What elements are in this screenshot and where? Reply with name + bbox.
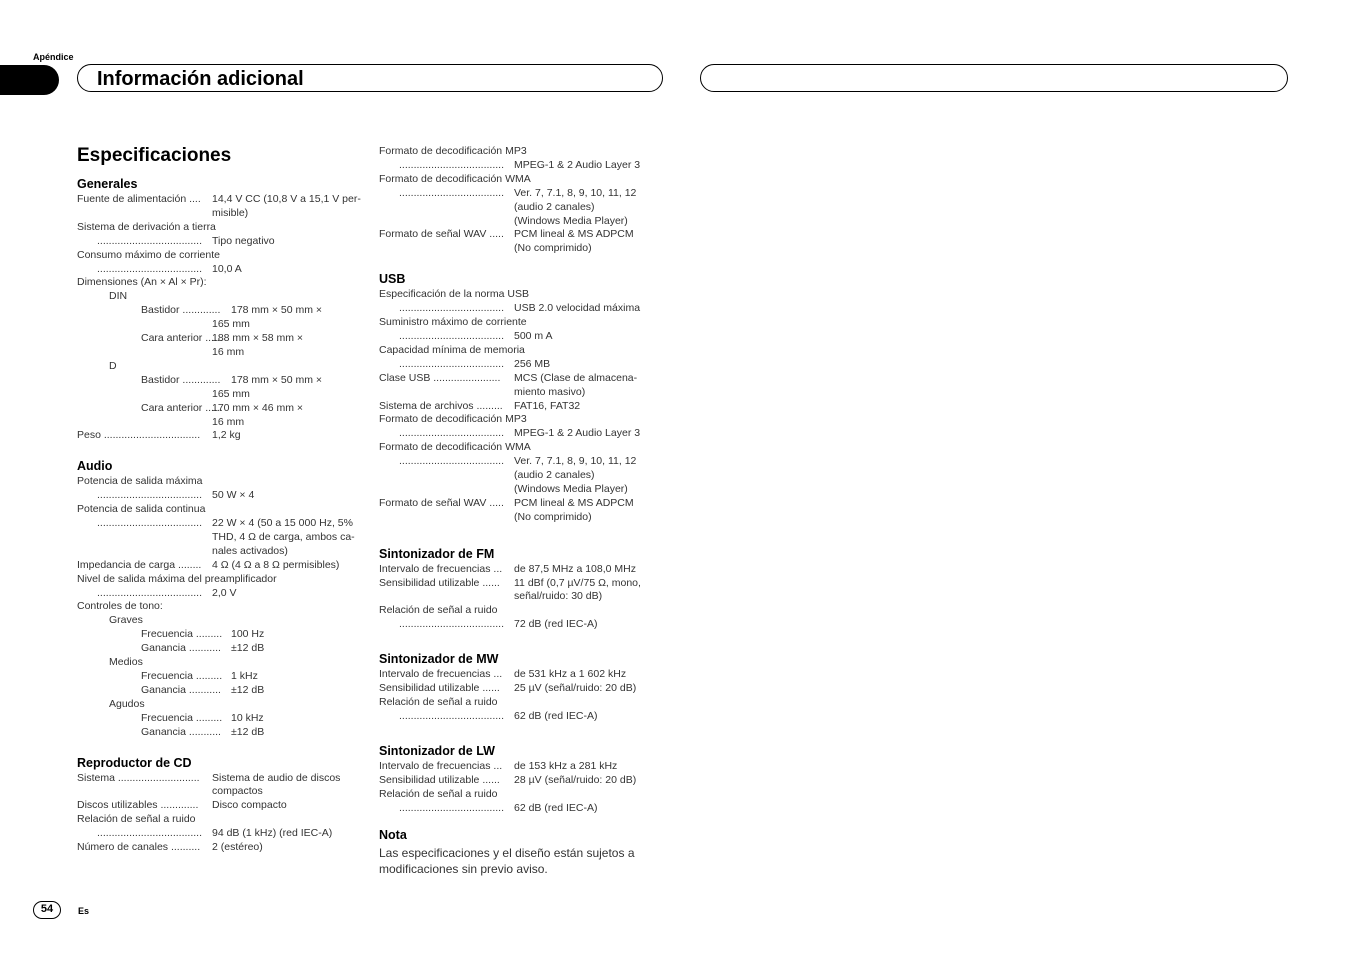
spec-key: .................................... — [399, 329, 505, 342]
spec-key: Cara anterior ...... — [141, 401, 223, 414]
spec-key: Sensibilidad utilizable ...... — [379, 576, 500, 589]
spec-label: Dimensiones (An × Al × Pr): — [77, 276, 207, 289]
spec-value: 100 Hz — [231, 628, 265, 641]
spec-key: .................................... — [399, 427, 505, 440]
spec-value: ±12 dB — [231, 642, 265, 655]
spec-value: 165 mm — [212, 318, 250, 331]
spec-value: 178 mm × 50 mm × — [231, 304, 323, 317]
spec-key: Intervalo de frecuencias ... — [379, 668, 503, 681]
spec-row — [77, 388, 377, 402]
spec-value: compactos — [212, 785, 263, 798]
spec-key: Sistema ............................ — [77, 771, 200, 784]
spec-value: 11 dBf (0,7 µV/75 Ω, mono, — [514, 576, 641, 589]
spec-value: PCM lineal & MS ADPCM — [514, 496, 634, 509]
spec-row — [379, 372, 679, 386]
spec-key: Fuente de alimentación .... — [77, 193, 201, 205]
spec-row — [77, 346, 377, 360]
spec-row — [77, 642, 377, 656]
spec-row — [379, 710, 679, 724]
section-label: Apéndice — [33, 52, 74, 62]
spec-row — [379, 577, 679, 591]
spec-label: Relación de señal a ruido — [379, 787, 498, 800]
spec-row — [379, 618, 679, 632]
spec-key: Ganancia ........... — [141, 683, 221, 696]
spec-value: ±12 dB — [231, 683, 265, 696]
spec-label: Relación de señal a ruido — [379, 604, 498, 617]
page-number: 54 — [33, 901, 61, 919]
spec-key: Impedancia de carga ........ — [77, 558, 202, 571]
spec-key-blank — [379, 511, 514, 525]
spec-key: Frecuencia ......... — [141, 711, 223, 724]
spec-row — [77, 374, 377, 388]
spec-value: 50 W × 4 — [212, 489, 255, 502]
language-code: Es — [78, 906, 90, 916]
spec-sublabel: DIN — [109, 290, 128, 303]
spec-key-blank — [379, 242, 514, 256]
spec-row — [77, 517, 377, 531]
spec-sublabel: Agudos — [109, 697, 145, 710]
spec-key: Bastidor ............. — [141, 304, 221, 317]
spec-row — [77, 559, 377, 573]
spec-row — [379, 228, 679, 242]
section-cd-title: Reproductor de CD — [77, 755, 192, 770]
spec-row — [77, 416, 377, 430]
spec-key-blank — [379, 215, 514, 229]
spec-row — [379, 201, 679, 215]
spec-row — [379, 455, 679, 469]
spec-value: (No comprimido) — [514, 242, 592, 255]
spec-value: MPEG-1 & 2 Audio Layer 3 — [514, 427, 641, 440]
spec-label: Consumo máximo de corriente — [77, 248, 220, 261]
spec-row — [379, 497, 679, 511]
spec-key: .................................... — [97, 586, 203, 599]
spec-key: Clase USB ....................... — [379, 371, 501, 384]
spec-value: 178 mm × 50 mm × — [231, 373, 323, 386]
spec-value: 165 mm — [212, 387, 250, 400]
spec-row — [77, 531, 377, 545]
spec-key: Formato de señal WAV ..... — [379, 496, 504, 509]
spec-key: Formato de señal WAV ..... — [379, 228, 504, 241]
spec-sublabel: Medios — [109, 656, 143, 669]
spec-key-blank — [77, 531, 212, 545]
spec-row — [379, 302, 679, 316]
spec-value: de 531 kHz a 1 602 kHz — [514, 668, 627, 681]
spec-value: FAT16, FAT32 — [514, 399, 581, 412]
spec-row — [77, 332, 377, 346]
spec-row — [379, 511, 679, 525]
spec-row — [379, 774, 679, 788]
spec-row — [77, 785, 377, 799]
spec-key-blank — [77, 785, 212, 799]
spec-value: 4 Ω (4 Ω a 8 Ω permisibles) — [212, 558, 340, 571]
spec-value: 62 dB (red IEC-A) — [514, 709, 598, 722]
spec-row — [379, 427, 679, 441]
header-title: Información adicional — [97, 68, 304, 90]
spec-value: misible) — [212, 206, 249, 219]
section-generales-title: Generales — [77, 177, 138, 191]
spec-key: Sensibilidad utilizable ...... — [379, 773, 500, 786]
spec-row — [379, 330, 679, 344]
spec-row — [77, 670, 377, 684]
spec-value: Tipo negativo — [212, 234, 275, 247]
spec-key-blank — [77, 207, 212, 221]
spec-key: .................................... — [399, 618, 505, 631]
spec-row — [379, 668, 679, 682]
spec-key: Intervalo de frecuencias ... — [379, 562, 503, 575]
spec-row — [77, 772, 377, 786]
spec-value: PCM lineal & MS ADPCM — [514, 228, 634, 241]
spec-row — [77, 587, 377, 601]
spec-key: Sistema de archivos ......... — [379, 399, 503, 412]
spec-row — [77, 628, 377, 642]
spec-row — [77, 304, 377, 318]
section-audio-title: Audio — [77, 459, 113, 474]
spec-key: .................................... — [399, 455, 505, 468]
spec-label: Nivel de salida máxima del preamplificador — [77, 572, 277, 585]
spec-key-blank — [379, 590, 514, 604]
spec-row — [379, 469, 679, 483]
spec-value: 22 W × 4 (50 a 15 000 Hz, 5% — [212, 517, 353, 530]
spec-row — [379, 483, 679, 497]
spec-key: .................................... — [399, 186, 505, 199]
spec-sublabel: Graves — [109, 614, 143, 627]
spec-key-blank — [379, 201, 514, 215]
spec-key: Frecuencia ......... — [141, 628, 223, 641]
spec-value: 2,0 V — [212, 586, 237, 599]
spec-value: MCS (Clase de almacena- — [514, 371, 638, 384]
spec-key: .................................... — [97, 827, 203, 840]
spec-value: 170 mm × 46 mm × — [212, 401, 304, 414]
spec-value: ±12 dB — [231, 725, 265, 738]
spec-row — [77, 726, 377, 740]
spec-row — [77, 193, 377, 207]
spec-key: .................................... — [399, 158, 505, 171]
spec-row — [379, 187, 679, 201]
spec-value: (Windows Media Player) — [514, 482, 628, 495]
spec-key-blank — [77, 416, 212, 430]
spec-sublabel: D — [109, 359, 117, 372]
section-lw-title: Sintonizador de LW — [379, 743, 495, 758]
spec-key: .................................... — [399, 302, 505, 315]
spec-value: 10 kHz — [231, 711, 264, 724]
spec-row — [77, 318, 377, 332]
spec-label: Formato de decodificación MP3 — [379, 145, 527, 157]
spec-row — [379, 802, 679, 816]
spec-value: nales activados) — [212, 544, 288, 557]
spec-value: (Windows Media Player) — [514, 214, 628, 227]
spec-key: .................................... — [399, 709, 505, 722]
spec-value: (audio 2 canales) — [514, 469, 595, 482]
header-band-right — [700, 64, 1288, 92]
spec-value: MPEG-1 & 2 Audio Layer 3 — [514, 158, 641, 171]
spec-row — [77, 402, 377, 416]
spec-key-blank — [77, 388, 212, 402]
spec-row — [379, 563, 679, 577]
spec-value: (audio 2 canales) — [514, 200, 595, 213]
note-text: Las especificaciones y el diseño están sujetos a modificaciones sin previo aviso. — [379, 846, 635, 877]
spec-value: 10,0 A — [212, 262, 242, 275]
spec-value: 16 mm — [212, 415, 245, 428]
spec-row — [77, 712, 377, 726]
spec-value: 72 dB (red IEC-A) — [514, 618, 598, 631]
spec-value: 16 mm — [212, 345, 245, 358]
spec-value: de 87,5 MHz a 108,0 MHz — [514, 562, 636, 575]
spec-key: .................................... — [97, 517, 203, 530]
left-column — [77, 145, 377, 855]
spec-label: Potencia de salida máxima — [77, 475, 203, 488]
right-column — [379, 145, 679, 877]
spec-value: 28 µV (señal/ruido: 20 dB) — [514, 773, 637, 786]
spec-row — [77, 799, 377, 813]
spec-value: THD, 4 Ω de carga, ambos ca- — [212, 530, 355, 543]
spec-key: .................................... — [97, 489, 203, 502]
spec-value: 2 (estéreo) — [212, 841, 263, 854]
spec-key: Bastidor ............. — [141, 373, 221, 386]
spec-label: Relación de señal a ruido — [77, 813, 196, 826]
spec-key: Discos utilizables ............. — [77, 799, 199, 812]
spec-key: Cara anterior ...... — [141, 332, 223, 345]
spec-row — [379, 242, 679, 256]
spec-row — [77, 263, 377, 277]
spec-row — [77, 684, 377, 698]
spec-value: 500 m A — [514, 329, 553, 342]
spec-value: Disco compacto — [212, 799, 287, 812]
spec-label: Formato de decodificación WMA — [379, 172, 531, 185]
spec-value: 94 dB (1 kHz) (red IEC-A) — [212, 827, 333, 840]
note-title: Nota — [379, 828, 407, 843]
spec-key: .................................... — [399, 801, 505, 814]
spec-value: 1 kHz — [231, 670, 258, 682]
spec-label: Potencia de salida continua — [77, 503, 206, 516]
spec-row — [77, 545, 377, 559]
spec-row — [379, 400, 679, 414]
spec-label: Suministro máximo de corriente — [379, 316, 527, 329]
page-title: Especificaciones — [77, 145, 232, 166]
spec-label: Relación de señal a ruido — [379, 696, 498, 708]
spec-row — [379, 358, 679, 372]
spec-row — [77, 827, 377, 841]
spec-key-blank — [77, 318, 212, 332]
spec-value: (No comprimido) — [514, 510, 592, 523]
spec-label: Formato de decodificación WMA — [379, 441, 531, 454]
spec-label: Sistema de derivación a tierra — [77, 220, 216, 233]
spec-value: 14,4 V CC (10,8 V a 15,1 V per- — [212, 193, 361, 205]
spec-key: Sensibilidad utilizable ...... — [379, 682, 500, 695]
spec-key: Ganancia ........... — [141, 725, 221, 738]
spec-key-blank — [379, 469, 514, 483]
spec-key: Peso ................................. — [77, 429, 201, 442]
spec-value: 62 dB (red IEC-A) — [514, 801, 598, 814]
spec-key-blank — [77, 545, 212, 559]
spec-row — [77, 841, 377, 855]
spec-row — [379, 159, 679, 173]
spec-label: Formato de decodificación MP3 — [379, 413, 527, 426]
spec-value: de 153 kHz a 281 kHz — [514, 759, 618, 772]
spec-value: señal/ruido: 30 dB) — [514, 590, 603, 603]
spec-key: Ganancia ........... — [141, 642, 221, 655]
spec-label: Capacidad mínima de memoria — [379, 343, 525, 356]
spec-key: Número de canales .......... — [77, 841, 201, 854]
spec-label: Controles de tono: — [77, 600, 163, 613]
spec-row — [379, 590, 679, 604]
spec-value: Sistema de audio de discos — [212, 771, 341, 784]
spec-row — [379, 682, 679, 696]
spec-key: Frecuencia ......... — [141, 670, 223, 682]
spec-row — [379, 760, 679, 774]
spec-row — [77, 235, 377, 249]
chapter-tab — [0, 65, 59, 95]
spec-value: 1,2 kg — [212, 429, 241, 442]
spec-key-blank — [379, 483, 514, 497]
spec-row — [77, 429, 377, 443]
spec-key: .................................... — [97, 234, 203, 247]
spec-row — [77, 489, 377, 503]
spec-value: 25 µV (señal/ruido: 20 dB) — [514, 682, 637, 695]
spec-key-blank — [379, 386, 514, 400]
spec-key-blank — [77, 346, 212, 360]
spec-value: 256 MB — [514, 357, 551, 370]
spec-value: Ver. 7, 7.1, 8, 9, 10, 11, 12 — [514, 455, 637, 468]
section-usb-title: USB — [379, 272, 406, 287]
spec-value: miento masivo) — [514, 385, 586, 398]
spec-key: Intervalo de frecuencias ... — [379, 759, 503, 772]
spec-row — [77, 207, 377, 221]
spec-key: .................................... — [399, 357, 505, 370]
spec-key: .................................... — [97, 262, 203, 275]
section-fm-title: Sintonizador de FM — [379, 546, 495, 561]
section-mw-title: Sintonizador de MW — [379, 652, 499, 667]
spec-value: 188 mm × 58 mm × — [212, 332, 304, 345]
spec-row — [379, 386, 679, 400]
spec-label: Especificación de la norma USB — [379, 288, 529, 301]
spec-row — [379, 215, 679, 229]
spec-value: Ver. 7, 7.1, 8, 9, 10, 11, 12 — [514, 186, 637, 199]
spec-value: USB 2.0 velocidad máxima — [514, 302, 641, 315]
